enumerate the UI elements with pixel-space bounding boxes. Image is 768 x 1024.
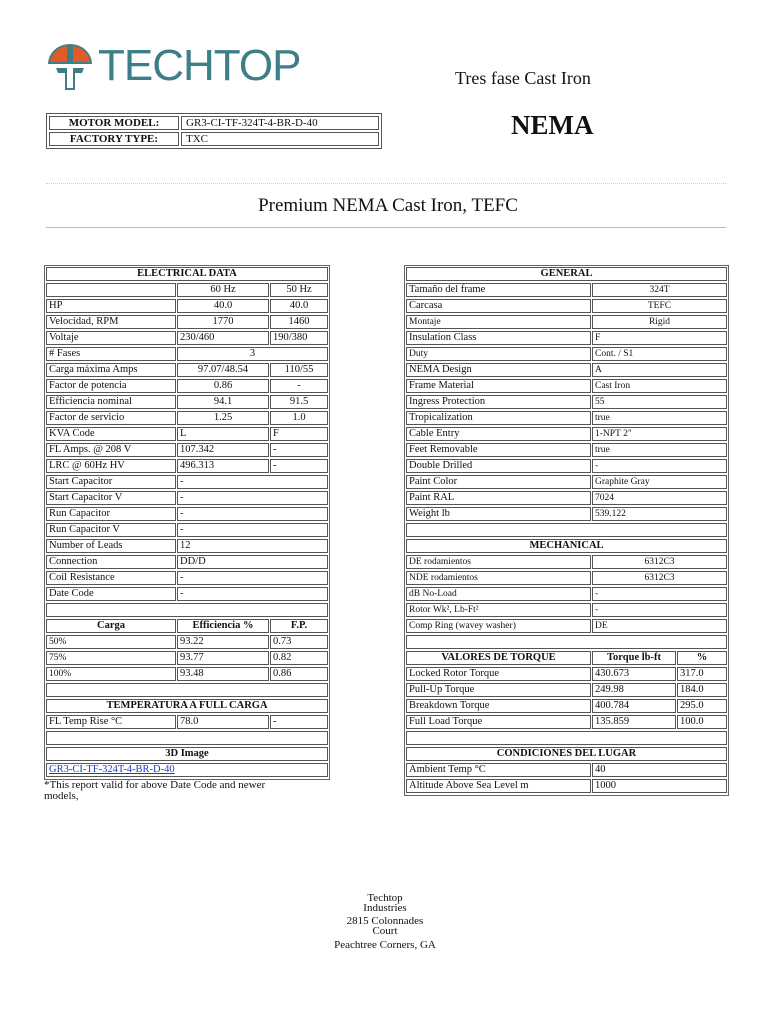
electrical-row xyxy=(46,315,328,329)
electrical-label: FL Amps. @ 208 V xyxy=(46,443,176,457)
general-row xyxy=(406,315,727,329)
electrical-value-50hz: 40.0 xyxy=(270,299,328,313)
load-efficiency: 93.77 xyxy=(177,651,269,665)
load-power-factor: 0.86 xyxy=(270,667,328,681)
torque-percent: 317.0 xyxy=(677,667,727,681)
load-power-factor: 0.82 xyxy=(270,651,328,665)
general-label: Weight lb xyxy=(406,507,591,521)
spacer-row xyxy=(46,731,328,745)
general-row xyxy=(406,379,727,393)
load-percent: 100% xyxy=(46,667,176,681)
conditions-row xyxy=(406,779,727,793)
torque-percent: 295.0 xyxy=(677,699,727,713)
general-label: Carcasa xyxy=(406,299,591,313)
general-label: Duty xyxy=(406,347,591,361)
general-row xyxy=(406,347,727,361)
electrical-extra-row xyxy=(46,507,328,521)
electrical-extra-label: Start Capacitor xyxy=(46,475,176,489)
general-label: Frame Material xyxy=(406,379,591,393)
general-label: Paint Color xyxy=(406,475,591,489)
spacer-row xyxy=(46,683,328,697)
load-percent: 50% xyxy=(46,635,176,649)
conditions-rows xyxy=(406,763,727,793)
electrical-value-50hz: 1.0 xyxy=(270,411,328,425)
electrical-label: Voltaje xyxy=(46,331,176,345)
general-row xyxy=(406,395,727,409)
footer-line-1: Techtop xyxy=(367,892,403,904)
electrical-row xyxy=(46,459,328,473)
electrical-value-60hz: 97.07/48.54 xyxy=(177,363,269,377)
load-header-carga: Carga xyxy=(46,619,176,633)
subtitle: Tres fase Cast Iron xyxy=(455,68,591,88)
general-value: 55 xyxy=(592,395,727,409)
torque-label: Pull-Up Torque xyxy=(406,683,591,697)
load-header-eff: Efficiencia % xyxy=(177,619,269,633)
electrical-label: # Fases xyxy=(46,347,176,361)
electrical-extra-value: - xyxy=(177,491,328,505)
general-value: Rigid xyxy=(592,315,727,329)
note-line-2: models, xyxy=(44,790,79,802)
electrical-row xyxy=(46,299,328,313)
electrical-label: LRC @ 60Hz HV xyxy=(46,459,176,473)
electrical-label: Factor de servicio xyxy=(46,411,176,425)
electrical-extra-value: - xyxy=(177,587,328,601)
electrical-value-60hz: 94.1 xyxy=(177,395,269,409)
load-efficiency: 93.22 xyxy=(177,635,269,649)
general-label: Double Drilled xyxy=(406,459,591,473)
electrical-value-60hz: 1770 xyxy=(177,315,269,329)
general-value: true xyxy=(592,443,727,457)
general-value: - xyxy=(592,459,727,473)
electrical-extra-row xyxy=(46,539,328,553)
col-60hz: 60 Hz xyxy=(177,283,269,297)
mechanical-value: 6312C3 xyxy=(592,571,727,585)
image-3d-link-cell xyxy=(46,763,328,777)
electrical-value-50hz: - xyxy=(270,379,328,393)
general-value: 1-NPT 2" xyxy=(592,427,727,441)
electrical-extra-row xyxy=(46,523,328,537)
general-value: TEFC xyxy=(592,299,727,313)
electrical-extra-value: - xyxy=(177,507,328,521)
electrical-value-60hz: 1.25 xyxy=(177,411,269,425)
footer-line-3: 2815 Colonnades xyxy=(346,915,424,927)
mechanical-label: DE rodamientos xyxy=(406,555,591,569)
mechanical-row xyxy=(406,587,727,601)
electrical-extra-value: - xyxy=(177,475,328,489)
electrical-value-50hz: - xyxy=(270,443,328,457)
general-label: Tropicalization xyxy=(406,411,591,425)
mechanical-row xyxy=(406,555,727,569)
techtop-logo-text: TECHTOP xyxy=(98,41,301,90)
factory-type-value: TXC xyxy=(181,132,379,146)
electrical-value-50hz: 1460 xyxy=(270,315,328,329)
electrical-extra-row xyxy=(46,555,328,569)
general-label: Feet Removable xyxy=(406,443,591,457)
load-row xyxy=(46,667,328,681)
electrical-extra-value: DD/D xyxy=(177,555,328,569)
general-value: true xyxy=(592,411,727,425)
torque-rows xyxy=(406,667,727,729)
general-row xyxy=(406,459,727,473)
factory-type-label: FACTORY TYPE: xyxy=(49,132,179,146)
mechanical-value: 6312C3 xyxy=(592,555,727,569)
mechanical-row xyxy=(406,603,727,617)
general-value: Graphite Gray xyxy=(592,475,727,489)
mechanical-value: DE xyxy=(592,619,727,633)
load-row xyxy=(46,651,328,665)
general-row xyxy=(406,491,727,505)
electrical-value-60hz: 0.86 xyxy=(177,379,269,393)
load-power-factor: 0.73 xyxy=(270,635,328,649)
electrical-data-header: ELECTRICAL DATA xyxy=(46,267,328,281)
electrical-value-60hz: 496.313 xyxy=(177,459,269,473)
load-row xyxy=(46,635,328,649)
general-label: Tamaño del frame xyxy=(406,283,591,297)
general-header: GENERAL xyxy=(406,267,727,281)
torque-lbft: 400.784 xyxy=(592,699,676,713)
spacer-row xyxy=(46,603,328,617)
footer-line-2: Industries xyxy=(363,902,407,914)
load-header-fp: F.P. xyxy=(270,619,328,633)
torque-percent: 184.0 xyxy=(677,683,727,697)
general-label: Montaje xyxy=(406,315,591,329)
electrical-label: KVA Code xyxy=(46,427,176,441)
electrical-row xyxy=(46,443,328,457)
conditions-value: 40 xyxy=(592,763,727,777)
electrical-extra-rows xyxy=(46,475,328,601)
right-panel xyxy=(404,265,729,796)
blank-cell xyxy=(46,283,176,297)
conditions-row xyxy=(406,763,727,777)
general-row xyxy=(406,411,727,425)
mechanical-label: NDE rodamientos xyxy=(406,571,591,585)
torque-percent: 100.0 xyxy=(677,715,727,729)
general-value: 539.122 xyxy=(592,507,727,521)
nema-heading: NEMA xyxy=(511,110,594,140)
motor-model-label: MOTOR MODEL: xyxy=(49,116,179,130)
general-row xyxy=(406,299,727,313)
page-title: Premium NEMA Cast Iron, TEFC xyxy=(258,195,518,216)
general-row xyxy=(406,331,727,345)
techtop-logo-icon xyxy=(46,42,94,90)
electrical-extra-row xyxy=(46,475,328,489)
torque-lbft: 249.98 xyxy=(592,683,676,697)
mechanical-value: - xyxy=(592,603,727,617)
electrical-row xyxy=(46,411,328,425)
footer-line-4: Court xyxy=(372,925,398,937)
general-row xyxy=(406,427,727,441)
mechanical-value: - xyxy=(592,587,727,601)
electrical-row xyxy=(46,363,328,377)
electrical-value-60hz: 230/460 xyxy=(177,331,269,345)
left-panel xyxy=(44,265,330,780)
torque-lbft: 430.673 xyxy=(592,667,676,681)
electrical-label: Carga máxima Amps xyxy=(46,363,176,377)
electrical-value-50hz: 91.5 xyxy=(270,395,328,409)
electrical-extra-label: Number of Leads xyxy=(46,539,176,553)
col-50hz: 50 Hz xyxy=(270,283,328,297)
torque-row xyxy=(406,699,727,713)
conditions-value: 1000 xyxy=(592,779,727,793)
torque-row xyxy=(406,715,727,729)
electrical-value: 3 xyxy=(177,347,328,361)
motor-info-table xyxy=(46,113,382,149)
electrical-extra-value: 12 xyxy=(177,539,328,553)
electrical-extra-row xyxy=(46,587,328,601)
temperature-header: TEMPERATURA A FULL CARGA xyxy=(46,699,328,713)
general-row xyxy=(406,363,727,377)
divider-dotted xyxy=(46,183,726,184)
electrical-extra-label: Run Capacitor xyxy=(46,507,176,521)
electrical-value-60hz: 107.342 xyxy=(177,443,269,457)
electrical-value-50hz: 110/55 xyxy=(270,363,328,377)
mechanical-header: MECHANICAL xyxy=(406,539,727,553)
general-value: A xyxy=(592,363,727,377)
torque-row xyxy=(406,667,727,681)
divider xyxy=(46,227,726,228)
mechanical-row xyxy=(406,619,727,633)
electrical-label: HP xyxy=(46,299,176,313)
electrical-row xyxy=(46,331,328,345)
general-value: Cont. / S1 xyxy=(592,347,727,361)
mechanical-label: dB No-Load xyxy=(406,587,591,601)
spacer-row xyxy=(406,635,727,649)
image-3d-header: 3D Image xyxy=(46,747,328,761)
electrical-row xyxy=(46,427,328,441)
electrical-label: Efficiencia nominal xyxy=(46,395,176,409)
electrical-label: Velocidad, RPM xyxy=(46,315,176,329)
general-label: Insulation Class xyxy=(406,331,591,345)
general-label: Ingress Protection xyxy=(406,395,591,409)
temp-rise-label: FL Temp Rise °C xyxy=(46,715,176,729)
general-value: 324T xyxy=(592,283,727,297)
torque-label: Locked Rotor Torque xyxy=(406,667,591,681)
general-value: 7024 xyxy=(592,491,727,505)
motor-model-value: GR3-CI-TF-324T-4-BR-D-40 xyxy=(181,116,379,130)
spacer-row xyxy=(406,731,727,745)
electrical-value-60hz: L xyxy=(177,427,269,441)
mechanical-label: Comp Ring (wavey washer) xyxy=(406,619,591,633)
conditions-label: Ambient Temp °C xyxy=(406,763,591,777)
electrical-extra-value: - xyxy=(177,523,328,537)
load-efficiency: 93.48 xyxy=(177,667,269,681)
electrical-value-60hz: 40.0 xyxy=(177,299,269,313)
torque-header: VALORES DE TORQUE xyxy=(406,651,591,665)
electrical-extra-label: Date Code xyxy=(46,587,176,601)
electrical-row xyxy=(46,395,328,409)
electrical-label: Factor de potencia xyxy=(46,379,176,393)
mechanical-rows xyxy=(406,555,727,633)
temp-rise-value-50hz: - xyxy=(270,715,328,729)
electrical-extra-value: - xyxy=(177,571,328,585)
conditions-label: Altitude Above Sea Level m xyxy=(406,779,591,793)
general-row xyxy=(406,475,727,489)
general-label: NEMA Design xyxy=(406,363,591,377)
conditions-header: CONDICIONES DEL LUGAR xyxy=(406,747,727,761)
torque-header-percent: % xyxy=(677,651,727,665)
electrical-row xyxy=(46,347,328,361)
load-percent: 75% xyxy=(46,651,176,665)
footer-line-5: Peachtree Corners, GA xyxy=(334,939,436,951)
electrical-extra-row xyxy=(46,571,328,585)
torque-row xyxy=(406,683,727,697)
electrical-extra-label: Start Capacitor V xyxy=(46,491,176,505)
general-row xyxy=(406,507,727,521)
techtop-logo xyxy=(46,38,306,94)
torque-label: Breakdown Torque xyxy=(406,699,591,713)
electrical-extra-label: Connection xyxy=(46,555,176,569)
load-rows xyxy=(46,635,328,681)
electrical-extra-row xyxy=(46,491,328,505)
electrical-extra-label: Coil Resistance xyxy=(46,571,176,585)
temp-rise-value: 78.0 xyxy=(177,715,269,729)
torque-header-lbft: Torque lb-ft xyxy=(592,651,676,665)
electrical-value-50hz: - xyxy=(270,459,328,473)
torque-label: Full Load Torque xyxy=(406,715,591,729)
report-note xyxy=(44,780,294,802)
electrical-rows xyxy=(46,299,328,473)
electrical-value-50hz: 190/380 xyxy=(270,331,328,345)
general-value: F xyxy=(592,331,727,345)
general-row xyxy=(406,283,727,297)
note-line-1: *This report valid for above Date Code and newer xyxy=(44,779,266,791)
mechanical-row xyxy=(406,571,727,585)
general-value: Cast Iron xyxy=(592,379,727,393)
torque-lbft: 135.859 xyxy=(592,715,676,729)
spacer-row xyxy=(406,523,727,537)
general-label: Paint RAL xyxy=(406,491,591,505)
image-3d-link[interactable]: GR3-CI-TF-324T-4-BR-D-40 xyxy=(49,764,175,775)
general-row xyxy=(406,443,727,457)
electrical-value-50hz: F xyxy=(270,427,328,441)
general-label: Cable Entry xyxy=(406,427,591,441)
general-rows xyxy=(406,283,727,521)
electrical-extra-label: Run Capacitor V xyxy=(46,523,176,537)
mechanical-label: Rotor Wk², Lb-Ft² xyxy=(406,603,591,617)
electrical-row xyxy=(46,379,328,393)
